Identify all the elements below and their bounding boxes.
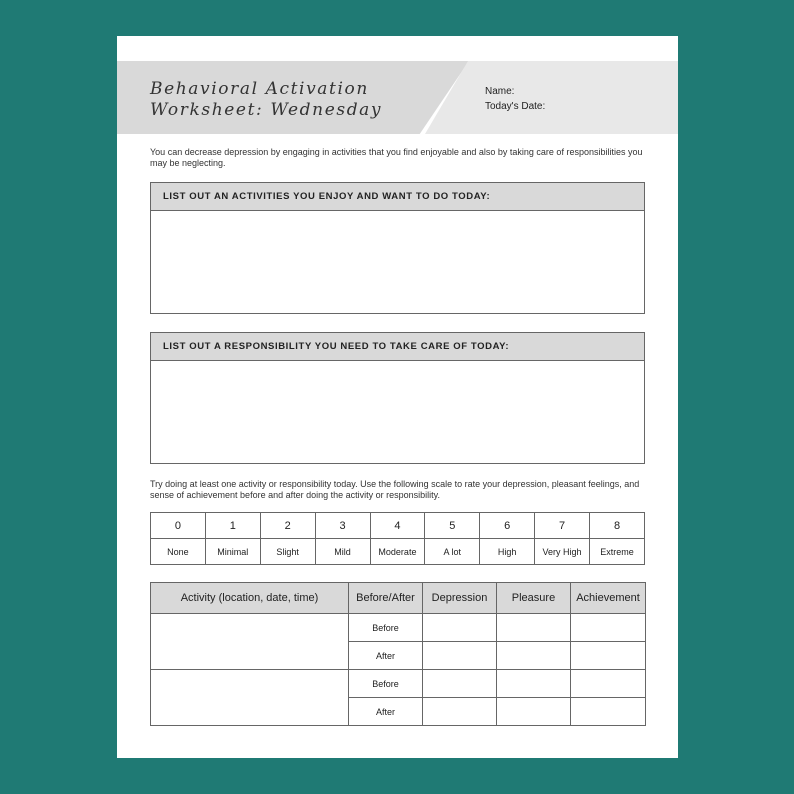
table-row bbox=[151, 670, 646, 698]
achievement-cell[interactable] bbox=[571, 698, 646, 726]
pleasure-cell[interactable] bbox=[497, 614, 571, 642]
col-header-before-after: Before/After bbox=[349, 583, 423, 614]
header-info-band bbox=[425, 61, 678, 134]
scale-label: A lot bbox=[425, 539, 480, 565]
before-after-cell: Before bbox=[349, 614, 423, 642]
page-title bbox=[150, 79, 382, 121]
scale-number: 6 bbox=[480, 513, 535, 539]
pleasure-cell[interactable] bbox=[497, 670, 571, 698]
scale-label: Very High bbox=[535, 539, 590, 565]
enjoy-activities-box bbox=[150, 182, 645, 314]
scale-label: High bbox=[480, 539, 535, 565]
activity-cell[interactable] bbox=[151, 614, 349, 670]
rating-instructions: Try doing at least one activity or responsibility today. Use the following scale to rate your depression, pleasant feelings, and sense of achievement before and after doing the activity or responsibility. bbox=[150, 479, 640, 500]
depression-cell[interactable] bbox=[423, 614, 497, 642]
achievement-cell[interactable] bbox=[571, 614, 646, 642]
date-field-label[interactable]: Today's Date: bbox=[485, 101, 546, 112]
depression-cell[interactable] bbox=[423, 670, 497, 698]
activity-cell[interactable] bbox=[151, 670, 349, 726]
scale-label: Mild bbox=[315, 539, 370, 565]
enjoy-activities-input-area[interactable] bbox=[151, 211, 644, 313]
depression-cell[interactable] bbox=[423, 642, 497, 670]
achievement-cell[interactable] bbox=[571, 642, 646, 670]
activity-rating-table bbox=[150, 582, 646, 726]
before-after-cell: After bbox=[349, 642, 423, 670]
pleasure-cell[interactable] bbox=[497, 642, 571, 670]
responsibility-input-area[interactable] bbox=[151, 361, 644, 463]
scale-number: 1 bbox=[205, 513, 260, 539]
scale-label: Moderate bbox=[370, 539, 425, 565]
pleasure-cell[interactable] bbox=[497, 698, 571, 726]
worksheet-page bbox=[117, 36, 678, 758]
before-after-cell: After bbox=[349, 698, 423, 726]
scale-label: Slight bbox=[260, 539, 315, 565]
intro-text: You can decrease depression by engaging in activities that you find enjoyable and also by taking care of responsibilities you may be neglecting. bbox=[150, 147, 643, 168]
col-header-pleasure: Pleasure bbox=[497, 583, 571, 614]
scale-label: None bbox=[151, 539, 206, 565]
scale-number: 8 bbox=[590, 513, 645, 539]
before-after-cell: Before bbox=[349, 670, 423, 698]
responsibility-heading: LIST OUT A RESPONSIBILITY YOU NEED TO TAKE CARE OF TODAY: bbox=[151, 333, 644, 361]
header-fields bbox=[485, 84, 545, 114]
rating-scale-table bbox=[150, 512, 645, 565]
name-field-label[interactable]: Name: bbox=[485, 86, 515, 97]
scale-label: Extreme bbox=[590, 539, 645, 565]
responsibility-box bbox=[150, 332, 645, 464]
scale-number: 7 bbox=[535, 513, 590, 539]
title-line-2: Worksheet: Wednesday bbox=[150, 100, 383, 120]
scale-number: 5 bbox=[425, 513, 480, 539]
achievement-cell[interactable] bbox=[571, 670, 646, 698]
title-line-1: Behavioral Activation bbox=[150, 79, 369, 99]
scale-number: 0 bbox=[151, 513, 206, 539]
depression-cell[interactable] bbox=[423, 698, 497, 726]
scale-number: 3 bbox=[315, 513, 370, 539]
scale-number: 4 bbox=[370, 513, 425, 539]
enjoy-activities-heading: LIST OUT AN ACTIVITIES YOU ENJOY AND WANT TO DO TODAY: bbox=[151, 183, 644, 211]
scale-number: 2 bbox=[260, 513, 315, 539]
col-header-achievement: Achievement bbox=[571, 583, 646, 614]
scale-label: Minimal bbox=[205, 539, 260, 565]
col-header-activity: Activity (location, date, time) bbox=[151, 583, 349, 614]
table-row bbox=[151, 614, 646, 642]
col-header-depression: Depression bbox=[423, 583, 497, 614]
